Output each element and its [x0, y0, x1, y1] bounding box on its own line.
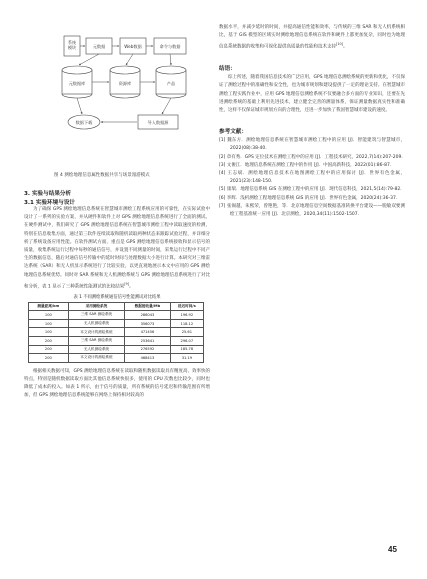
comparison-table — [28, 302, 204, 363]
paragraph-continued-end: 。 — [342, 44, 348, 50]
cell: 286043 — [125, 311, 170, 320]
table-row — [29, 328, 204, 337]
paragraph-experiment-end: 。 — [129, 284, 134, 290]
reference-item: [2] 章有秀．GPS 定位技术在测绘工程中的应用 [J]．工程技术研究，2022,7(14):207-209. — [219, 154, 403, 160]
reference-item: [7] 张锡越，朱熙荣，曾艳艳，等．北京地理信息空间数据基准转换平台建设——脱敏双要测绘工程基准统一应用 [J]．北京测绘，2020,34(11):1502-1507. — [219, 203, 405, 217]
page-number: 45 — [388, 545, 397, 554]
flow-diagram — [24, 26, 210, 171]
header-distance: 测量距离/km — [29, 302, 69, 311]
section-3-1-title: 3.1 实验环境与设计 — [24, 200, 76, 206]
cell: 185.78 — [170, 345, 203, 354]
cell: 无人机测绘系统 — [68, 319, 125, 328]
right-body — [219, 24, 405, 219]
cell: 三维 SAR 测绘系统 — [68, 311, 125, 320]
cell: 200 — [29, 336, 69, 345]
cell: 468413 — [125, 354, 170, 363]
table-row — [29, 311, 204, 320]
paragraph-results: 根据相关数据可知，GPS 测绘地理信息系统在读取和随机数据读取具有精度高、效率快的特点，特别是随机数据读取方面比其他信息系统快很多，使用的 CPU 次数也比较少，同时也降低了成本的投入。如表 1 所示，由于信号的质量，所有系统的信号延迟和传输范围有所增加，但 GPS 测绘地理信息系统能够在网络上保持相对较高的 — [24, 368, 210, 399]
cell: 200 — [29, 345, 69, 354]
cell: 471456 — [125, 328, 170, 337]
data-download-label: 数据下载 — [75, 120, 93, 125]
citation-10: [10] — [336, 42, 343, 47]
header-system: 采用测绘系统 — [68, 302, 125, 311]
paragraph-experiment-text: 为了确保 GPS 测绘地理信息系统在智慧城市测绘工程系统应用的可靠性，在实际试验中设计了一系列的实验方案，并从硬件和软件上对 GPS 测绘地理信息系统进行了全面的测试。在硬件测试中，我们研究了 GPS 测绘地理信息系统在智慧城市测绘工程中读取速度的检测，特别在信息收集方面，通过第三软件连续读取和随机读取两种状态来跟踪试验过程，并详细分析了系统设备应用性能。在软件测试方面，重点是 GPS 测绘地理信息系统接收和显示信号的质量，收集系统运行过程中每秒的通信信号，并设置不同测量的时间，采集运行过程中不同产生的数据信息，随后对通信信号传输中的延时时间与处理数据大小进行计算。本研究对三维雷达系统（SAR）和无人机显示系统进行了比较实验，以更直观地展示本文中应用的 GPS 测绘地理信息系统优势。同时对 SAR 系统和无人机测绘系统与 GPS 测绘地理信息系统进行了对比和分析，表 1 显示了三种系统性能测试的比较结果 — [24, 207, 210, 290]
cell: 356073 — [125, 319, 170, 328]
cell: 三维 SAR 测绘系统 — [68, 336, 125, 345]
cell: 296.07 — [170, 336, 203, 345]
figure-caption: 图 4 测绘地理信息属性数据共享与场景漫游模式 — [54, 173, 150, 178]
cell: 253641 — [125, 336, 170, 345]
cell: 本文设计的测绘系统 — [68, 354, 125, 363]
resource-library-cylinder — [110, 66, 140, 98]
metadata-label: 元数据 — [92, 44, 106, 49]
web-data-label: Web数据 — [124, 44, 142, 49]
reference-item: [4] 王志斌．测绘地理信息技术在地图测绘工程中的应用探讨 [J]．世界有色金属，2021(23):148-150. — [219, 170, 405, 185]
paragraph-conclusion: 综上所述，随着我国信息技术的广泛应用，GPS 地理信息测绘系统的更新和优化，不仅保证了测绘过程中的准确性和安全性，也为城市规划和建设提供了一定的理论支持。在智慧城市测绘工程实践作业中，应用 GPS 地理信息测绘系统不仅要融合多方面的专业知识，还要在先进测绘系统的基础上利用先进技术，建立健全完善的测量体系，保证测量数据真实性和准确性，这样不仅保证城市规划方向的合理性，还进一步加快了我国智慧城市建设的速度。 — [219, 75, 405, 113]
table-header-row — [29, 302, 204, 311]
left-body — [24, 189, 210, 401]
cell: 100 — [29, 311, 69, 320]
header-delay: 延迟时间/s — [170, 302, 203, 311]
reference-item: [5] 康瑞．地理信息系统 GIS 在测绘工程中的应用 [J]．现代信息科技，2021,5(14):79-82. — [219, 187, 402, 193]
paragraph-continued-text: 数据水平，并减少延时的时间，并提高通信性能和效率，与传统的三维 SAR 和无人机系统相比，基于 GIS 模型的区域实时测绘地理信息系统在软件和硬件上都更加复杂，同时也为地理信息系统数据的收集和可视化提供高质量的性能和技术支持 — [219, 25, 405, 50]
resource-library-label: 资源库 — [118, 81, 132, 86]
database-cylinder — [62, 66, 92, 98]
paragraph-continued — [219, 24, 405, 52]
cell: 25.61 — [170, 328, 203, 337]
product-cylinder — [156, 66, 186, 98]
references-title: 参考文献： — [219, 129, 247, 136]
cell: 100 — [29, 328, 69, 337]
cell: 100 — [29, 319, 69, 328]
table-row — [29, 336, 204, 345]
table-caption: 表 1 不同测绘系统通信信号性能测试对比结果 — [73, 294, 161, 300]
system-module-label: 系统模块 — [68, 40, 76, 50]
citation-9: [9] — [124, 281, 130, 286]
table-row — [29, 345, 204, 354]
cell: 196.92 — [170, 311, 203, 320]
references-list — [219, 137, 405, 219]
cell: 200 — [29, 354, 69, 363]
figure-4 — [24, 0, 210, 178]
reference-item: [3] 文俊江．地理信息系统在测绘工程中的作用 [J]．中国高新科技，2022(01):86-87. — [219, 162, 392, 168]
reference-item: [6] 李辉．浅析测绘工程地理信息系统 GIS 的应用 [J]．世界有色金属，2020(24):36-37. — [219, 195, 398, 201]
product-label: 产品 — [166, 81, 176, 86]
cell: 276592 — [125, 345, 170, 354]
cell: 31.19 — [170, 354, 203, 363]
reference-item: [1] 魏东方．测绘地理信息系统在智慧城市测绘工程中的应用 [J]．智能建筑与智慧城市，2022(08):38-40. — [219, 138, 405, 152]
database-label: 元数据库 — [68, 81, 86, 86]
import-data-label: 导入数据源 — [147, 120, 169, 125]
paragraph-experiment — [24, 206, 210, 292]
conclusion-title: 结语： — [219, 66, 236, 73]
section-3-title: 3. 实验与结果分析 — [24, 191, 72, 197]
cell: 118.12 — [170, 319, 203, 328]
cell: 无人机测绘系统 — [68, 345, 125, 354]
left-column — [24, 0, 210, 399]
table-row — [29, 319, 204, 328]
cell: 本文设计的测绘系统 — [68, 328, 125, 337]
annotation-data-label: 命令与数据 — [159, 44, 181, 49]
table-row — [29, 354, 204, 363]
header-data-received: 数据接收量/Mb — [125, 302, 170, 311]
